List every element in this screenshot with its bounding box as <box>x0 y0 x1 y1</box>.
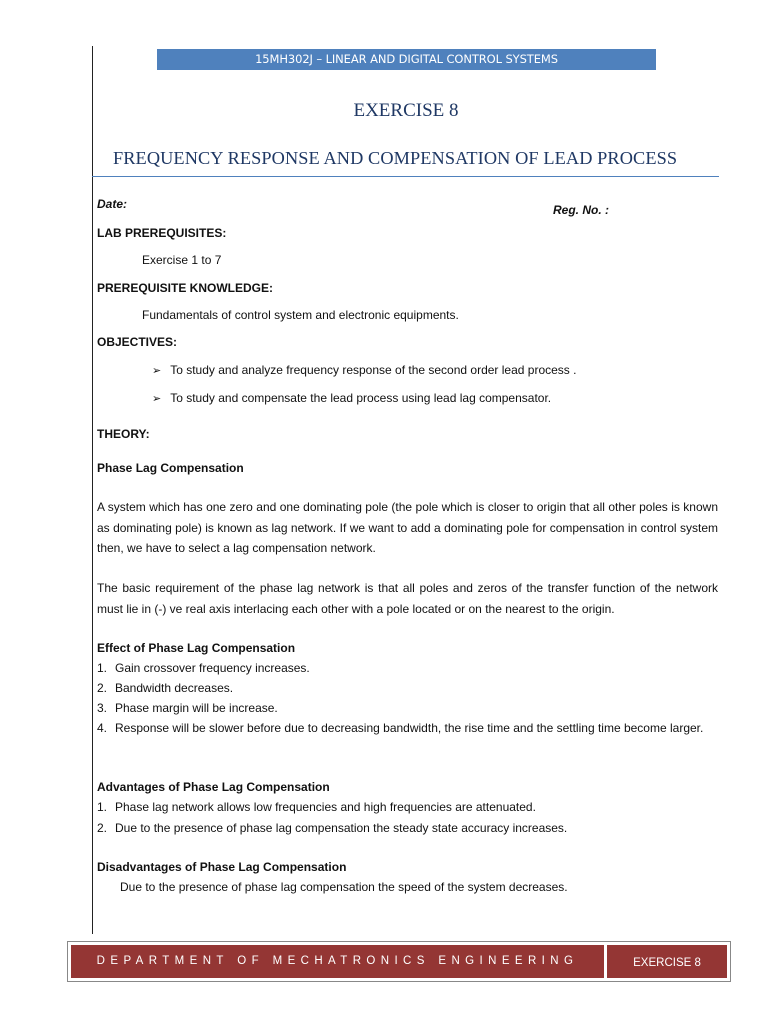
objective-item: ➢ To study and compensate the lead process using lead lag compensator. <box>152 391 552 405</box>
footer-exercise: EXERCISE 8 <box>607 945 727 978</box>
theory-heading: THEORY: <box>97 427 150 441</box>
prereq-knowledge-text: Fundamentals of control system and electronic equipments. <box>142 308 459 322</box>
effects-heading: Effect of Phase Lag Compensation <box>97 641 296 655</box>
left-margin-rule <box>92 46 93 934</box>
disadvantages-heading: Disadvantages of Phase Lag Compensation <box>97 860 347 874</box>
exercise-title: EXERCISE 8 <box>353 100 459 121</box>
lab-prereq-text: Exercise 1 to 7 <box>142 253 222 267</box>
main-title: FREQUENCY RESPONSE AND COMPENSATION OF LEAD PROCESS <box>113 148 678 168</box>
footer-department: DEPARTMENT OF MECHATRONICS ENGINEERING <box>71 945 604 978</box>
effect-item: 4. Response will be slower before due to decreasing bandwidth, the rise time and the settling time become larger. <box>97 721 704 735</box>
arrow-bullet-icon: ➢ <box>152 393 162 405</box>
prereq-knowledge-heading: PREREQUISITE KNOWLEDGE: <box>97 281 274 295</box>
effect-item: 2. Bandwidth decreases. <box>97 681 234 695</box>
effect-item: 3. Phase margin will be increase. <box>97 701 278 715</box>
lab-prereq-heading: LAB PREREQUISITES: <box>97 226 227 240</box>
effect-item: 1. Gain crossover frequency increases. <box>97 661 310 675</box>
theory-paragraph-1: A system which has one zero and one dominating pole (the pole which is closer to origin that all other poles is known as dominating pole) is known as lag network. If we want to add a dominating pole for compensation in control system then, we have to select a lag compensation network. <box>97 500 718 555</box>
arrow-bullet-icon: ➢ <box>152 365 162 377</box>
page-footer <box>67 941 731 982</box>
course-header: 15MH302J – LINEAR AND DIGITAL CONTROL SYSTEMS <box>157 49 656 70</box>
advantage-item: 1. Phase lag network allows low frequencies and high frequencies are attenuated. <box>97 800 536 814</box>
disadvantages-text: Due to the presence of phase lag compensation the speed of the system decreases. <box>120 880 568 894</box>
theory-paragraph-2: The basic requirement of the phase lag network is that all poles and zeros of the transfer function of the network must lie in (-) ve real axis interlacing each other with a pole located or on the nearest to the origin. <box>97 581 718 616</box>
objectives-heading: OBJECTIVES: <box>97 335 178 349</box>
objective-item: ➢ To study and analyze frequency response of the second order lead process . <box>152 363 577 377</box>
advantages-heading: Advantages of Phase Lag Compensation <box>97 780 330 794</box>
date-label: Date: <box>97 197 128 211</box>
phase-lag-subheading: Phase Lag Compensation <box>97 461 244 475</box>
advantage-item: 2. Due to the presence of phase lag compensation the steady state accuracy increases. <box>97 821 568 835</box>
reg-no-label: Reg. No. : <box>553 203 609 217</box>
title-divider <box>92 176 719 177</box>
